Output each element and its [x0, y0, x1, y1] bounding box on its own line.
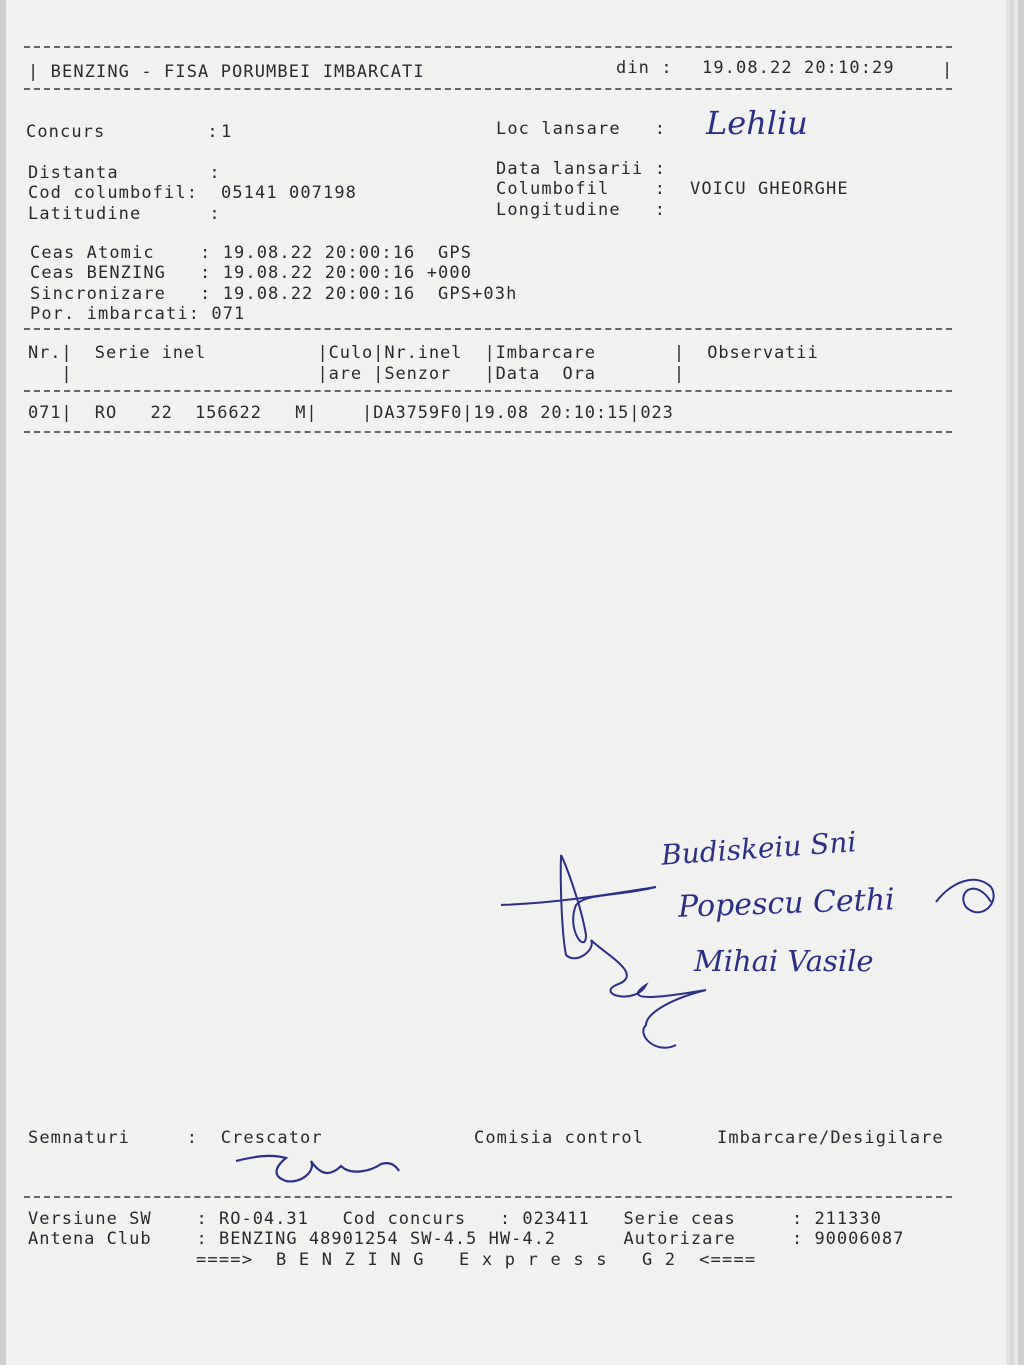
data-lansarii-label: Data lansarii :	[496, 159, 667, 179]
porumbei-imbarcati: Por. imbarcati: 071	[30, 304, 246, 324]
date-label: din :	[616, 58, 673, 78]
imbarcare-desigilare: Imbarcare/Desigilare	[717, 1128, 944, 1148]
signature-flourish-icon	[931, 862, 1001, 932]
concurs-label: Concurs :	[26, 122, 219, 142]
handwritten-name-3: Mihai Vasile	[694, 944, 874, 978]
versiune-sw-line: Versiune SW : RO-04.31 Cod concurs : 023411 Serie ceas : 211330	[28, 1209, 882, 1229]
loc-lansare-handwritten: Lehliu	[706, 104, 808, 142]
table-header-line1: Nr.| Serie inel |Culo|Nr.inel |Imbarcare | Observatii	[28, 343, 819, 363]
table-row: 071| RO 22 156622 M| |DA3759F0|19.08 20:10:15|023	[28, 403, 674, 423]
semnaturi-crescator: Semnaturi : Crescator	[28, 1128, 323, 1148]
report-title: | BENZING - FISA PORUMBEI IMBARCATI	[28, 62, 425, 82]
comisia-control: Comisia control	[474, 1128, 645, 1148]
loc-lansare-label: Loc lansare :	[496, 119, 667, 139]
print-date: 19.08.22 20:10:29	[702, 58, 895, 78]
columbofil-value: VOICU GHEORGHE	[690, 179, 849, 199]
columbofil-label: Columbofil :	[496, 179, 667, 199]
signature-scribble-icon	[496, 845, 716, 1065]
benzing-express-banner: ====> B E N Z I N G E x p r e s s G 2 <====	[196, 1250, 757, 1270]
ceas-benzing: Ceas BENZING : 19.08.22 20:00:16 +000	[30, 263, 473, 283]
divider	[24, 1196, 952, 1198]
crescator-signature-icon	[231, 1146, 401, 1191]
header-end-pipe: |	[942, 60, 954, 80]
longitudine-label: Longitudine :	[496, 200, 667, 220]
divider	[24, 328, 952, 330]
divider	[24, 46, 952, 48]
divider	[24, 88, 952, 90]
handwritten-name-2: Popescu Cethi	[677, 882, 896, 925]
sincronizare: Sincronizare : 19.08.22 20:00:16 GPS+03h	[30, 284, 518, 304]
antena-club-line: Antena Club : BENZING 48901254 SW-4.5 HW-4.2 Autorizare : 90006087	[28, 1229, 905, 1249]
ceas-atomic: Ceas Atomic : 19.08.22 20:00:16 GPS	[30, 243, 473, 263]
printout-sheet	[6, 0, 1006, 1365]
divider	[24, 431, 952, 433]
table-header-line2: | |are |Senzor |Data Ora |	[28, 364, 685, 384]
cod-columbofil-value: 05141 007198	[221, 183, 358, 203]
distanta-label: Distanta :	[28, 163, 221, 183]
latitudine-label: Latitudine :	[28, 204, 221, 224]
divider	[24, 390, 952, 392]
cod-columbofil-label: Cod columbofil:	[28, 183, 199, 203]
concurs-value: 1	[221, 122, 233, 142]
handwritten-name-1: Budiskeiu Sni	[660, 825, 858, 872]
